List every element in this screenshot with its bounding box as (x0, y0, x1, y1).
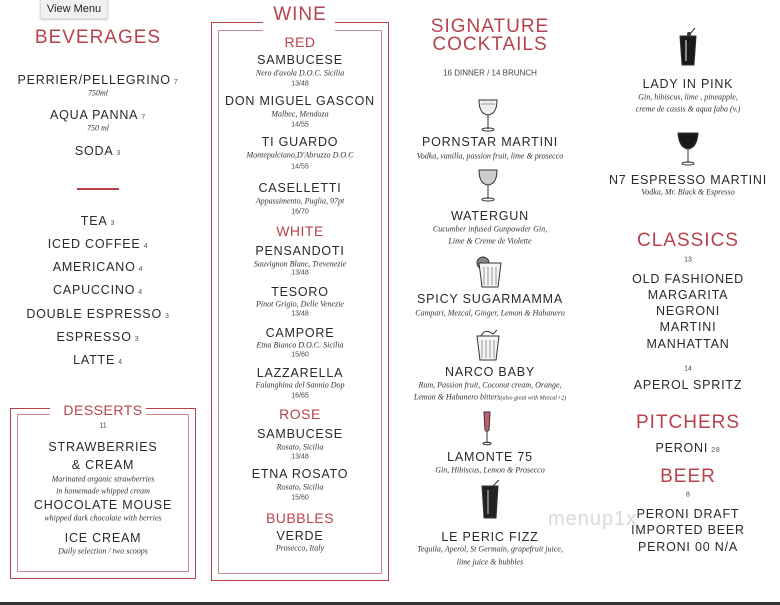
item-name: WATERGUN (451, 209, 529, 223)
watermark: menup1x (548, 508, 638, 530)
item-name: NARCO BABY (445, 365, 535, 379)
item-price: 4 (138, 289, 143, 296)
item-desc: 750ml (88, 88, 108, 98)
desserts-price: 11 (99, 422, 107, 430)
item-name: TEA (80, 214, 108, 228)
flute-glass-icon (481, 408, 493, 446)
pitchers-title: PITCHERS (635, 412, 741, 433)
item-desc: Malbec, Mendoza (271, 109, 329, 119)
item-price: 13/48 (291, 453, 309, 461)
cocktails-title: COCKTAILS (432, 34, 548, 55)
item-name: VERDE (276, 529, 324, 543)
item-name: CASELLETTI (258, 181, 342, 195)
beer-price: 8 (686, 491, 690, 499)
highball-glass-icon (678, 28, 698, 66)
item-note: (also great with Mezcal+2) (500, 395, 567, 402)
item-name: N7 ESPRESSO MARTINI (608, 173, 768, 187)
item-desc: lime juice & bubbles (456, 557, 524, 567)
view-menu-button[interactable]: View Menu (40, 0, 108, 19)
item-name: PERONI DRAFT (636, 507, 740, 521)
classics-price: 14 (684, 365, 692, 373)
item-price: 4 (143, 243, 149, 250)
item-price: 7 (141, 114, 147, 121)
item-name: MANHATTAN (646, 337, 730, 351)
classics-title: CLASSICS (637, 230, 739, 251)
desserts-section (10, 0, 196, 605)
item-price: 7 (173, 79, 179, 86)
item-name: APEROL SPRITZ (633, 378, 743, 392)
item-desc: Marinated organic strawberries (51, 474, 155, 484)
item-name: STRAWBERRIES (48, 440, 158, 454)
item-name: IMPORTED BEER (631, 523, 745, 537)
item-name: CAPUCCINO (53, 283, 136, 297)
item-desc: whipped dark chocolate with berries (44, 513, 162, 523)
item-name: TI GUARDO (261, 135, 339, 149)
highball-glass-icon (479, 480, 501, 520)
item-desc: Appassimento, Puglia, 97pt (255, 196, 345, 206)
item-desc: Nero d'avola D.O.C. Sicilia (255, 68, 345, 78)
item-price: 15/60 (291, 494, 309, 502)
item-name: LAZZARELLA (256, 366, 344, 380)
item-desc: Tequila, Aperol, St Germain, grapefruit juice, (417, 544, 563, 554)
item-desc: Vodka, Mr. Black & Espresso (641, 187, 735, 197)
item-price: 14/55 (291, 121, 309, 129)
item-name: LE PERIC FIZZ (441, 530, 539, 544)
item-name: DOUBLE ESPRESSO (26, 307, 162, 321)
beer-title: BEER (660, 466, 716, 487)
item-name: LATTE (73, 353, 116, 367)
wine-rose-title: ROSE (279, 406, 321, 422)
item-name: ICE CREAM (64, 531, 142, 545)
wine-title: WINE (273, 4, 327, 25)
item-desc: Gin, hibiscus, lime , pineapple, (638, 92, 738, 102)
item-name: AQUA PANNA (49, 108, 139, 122)
item-price: 13/48 (291, 269, 309, 277)
item-name: MARTINI (659, 320, 717, 334)
item-price: 16/70 (291, 208, 309, 216)
rocks-glass-icon (473, 328, 503, 362)
item-name: SAMBUCESE (257, 427, 343, 441)
item-desc-text: Lemon & Habanero bitters (413, 392, 501, 402)
item-name: PERONI 00 N/A (637, 540, 738, 554)
item-desc: Pinot Grigio, Delle Venezie (256, 299, 344, 309)
rocks-glass-icon (475, 255, 505, 289)
item-name: SPICY SUGARMAMMA (417, 292, 563, 306)
item-desc: Vodka, vanilla, passion fruit, lime & prosecco (416, 151, 564, 161)
item-price: 3 (164, 313, 170, 320)
menu-item (595, 441, 780, 455)
item-name: ESPRESSO (56, 330, 132, 344)
item-name: SODA (74, 144, 114, 158)
item-name: TESORO (271, 285, 329, 299)
item-desc: Prosecco, Italy (275, 543, 325, 553)
item-desc: Daily selection / two scoops (58, 546, 148, 556)
item-name: DON MIGUEL GASCON (225, 94, 375, 108)
item-price: 3 (134, 336, 140, 343)
item-name: NEGRONI (656, 304, 720, 318)
item-desc: Falanghina del Sannio Dop (255, 380, 345, 390)
item-desc: in homemade whipped cream (56, 486, 150, 496)
item-name: SAMBUCESE (257, 53, 343, 67)
desserts-title: DESSERTS (63, 402, 143, 418)
item-name: PENSANDOTI (255, 244, 345, 258)
item-name: PERONI (655, 441, 709, 455)
item-price: 4 (138, 266, 144, 273)
cocktails-title: SIGNATURE (430, 16, 550, 37)
item-desc: Cucumber infused Gunpowder Gin, (432, 224, 548, 234)
item-price: 14/55 (291, 163, 309, 171)
wine-bubbles-title: BUBBLES (265, 510, 335, 526)
item-price: 15/60 (291, 351, 309, 359)
item-name: PORNSTAR MARTINI (422, 135, 558, 149)
item-desc: Rum, Passion fruit, Coconut cream, Orange, (418, 380, 562, 390)
item-desc: creme de cassis & aqua faba (v.) (635, 104, 741, 114)
item-desc: Gin, Hibiscus, Lemon & Prosecco (435, 465, 545, 475)
cocktails-prices: 16 DINNER / 14 BRUNCH (443, 68, 537, 78)
wine-section (211, 0, 389, 605)
item-price: 3 (116, 150, 122, 157)
item-name: OLD FASHIONED (632, 272, 744, 286)
item-name: LADY IN PINK (642, 77, 734, 91)
item-name: LAMONTE 75 (447, 450, 533, 464)
classics-price: 13 (684, 256, 692, 264)
item-desc (395, 393, 585, 402)
item-price: 4 (118, 359, 123, 366)
item-name: ETNA ROSATO (251, 467, 349, 481)
item-price: 3 (110, 220, 116, 227)
item-desc: Rosato, Sicilia (276, 442, 324, 452)
item-desc: Sauvignon Blanc, Trevenezie (253, 259, 347, 269)
wine-red-title: RED (284, 34, 316, 50)
item-desc: Lime & Creme de Violette (448, 236, 532, 246)
item-price: 13/48 (291, 310, 309, 318)
item-desc: Montepulciano,D'Abruzzo D.O.C (246, 150, 354, 160)
item-price: 28 (711, 447, 721, 454)
item-price: 16/65 (291, 392, 309, 400)
item-desc: Campari, Mezcal, Ginger, Lemon & Habanero (415, 308, 565, 318)
item-desc: 750 ml (87, 123, 109, 133)
beverages-title: BEVERAGES (34, 27, 162, 48)
coupe-glass-icon (477, 98, 499, 132)
item-name: ICED COFFEE (47, 237, 141, 251)
item-name: AMERICANO (52, 260, 136, 274)
martini-glass-icon (676, 130, 700, 166)
item-name: MARGARITA (647, 288, 729, 302)
item-name: CHOCOLATE MOUSE (33, 498, 173, 512)
item-name: & CREAM (71, 458, 135, 472)
coupe-glass-icon (477, 168, 499, 202)
item-name: PERRIER/PELLEGRINO (17, 73, 171, 87)
wine-white-title: WHITE (276, 223, 324, 239)
item-desc: Rosato, Sicilia (276, 482, 324, 492)
item-name: CAMPORE (265, 326, 335, 340)
item-desc: Etna Bianco D.O.C. Sicilia (256, 340, 344, 350)
item-price: 13/48 (291, 80, 309, 88)
